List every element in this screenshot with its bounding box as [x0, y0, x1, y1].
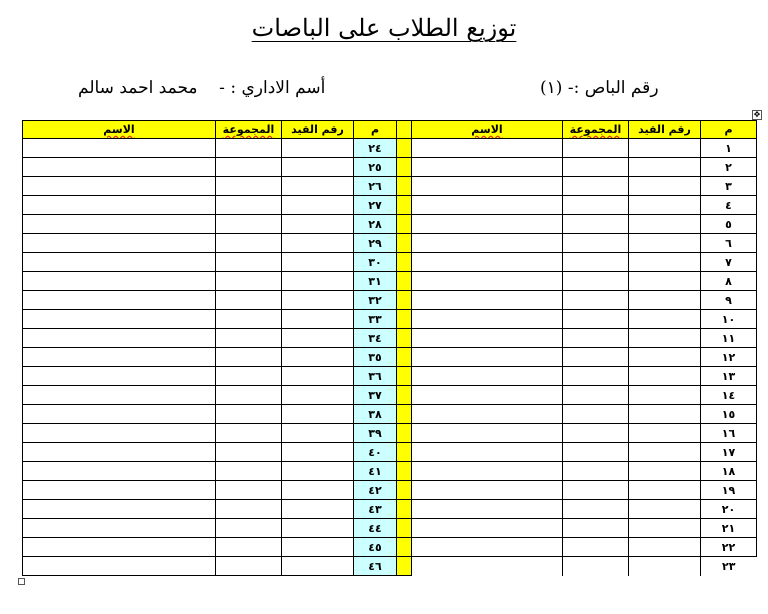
id-cell-left[interactable]: [282, 177, 354, 196]
separator-cell: [397, 215, 412, 234]
group-cell-left[interactable]: [216, 310, 282, 329]
row-number-left: ٣٤: [354, 329, 397, 348]
group-cell-left[interactable]: [216, 367, 282, 386]
row-number-right: ٢٠: [701, 500, 757, 519]
table-row: [23, 291, 757, 310]
bus-line: [540, 78, 659, 98]
id-cell-left[interactable]: [282, 500, 354, 519]
row-number-right: ٢٢: [701, 538, 757, 557]
id-cell-left[interactable]: [282, 158, 354, 177]
header-id-right: رقم القيد: [629, 121, 701, 139]
group-cell-left[interactable]: [216, 329, 282, 348]
group-cell-right[interactable]: [563, 519, 629, 538]
id-cell-right[interactable]: [629, 538, 701, 557]
row-number-left: ٤٠: [354, 443, 397, 462]
group-cell-right[interactable]: [563, 386, 629, 405]
name-cell-left[interactable]: [23, 139, 216, 158]
row-number-right: ١٣: [701, 367, 757, 386]
header-no-left: م: [354, 121, 397, 139]
name-cell-right[interactable]: [412, 272, 563, 291]
name-cell-left[interactable]: [23, 196, 216, 215]
name-cell-right[interactable]: [412, 538, 563, 557]
header-id-left: رقم القيد: [282, 121, 354, 139]
table-row: [23, 329, 757, 348]
name-cell-right[interactable]: [412, 462, 563, 481]
name-cell-left[interactable]: [23, 215, 216, 234]
table-row: [23, 462, 757, 481]
table-row: [23, 367, 757, 386]
id-cell-left[interactable]: [282, 519, 354, 538]
separator-cell: [397, 253, 412, 272]
id-cell-right[interactable]: [629, 215, 701, 234]
name-cell-left[interactable]: [23, 443, 216, 462]
table-resize-handle-icon[interactable]: [18, 578, 25, 585]
id-cell-right[interactable]: [629, 519, 701, 538]
name-cell-left[interactable]: [23, 177, 216, 196]
name-cell-right[interactable]: [412, 177, 563, 196]
table-row: [23, 443, 757, 462]
group-cell-right[interactable]: [563, 329, 629, 348]
name-cell-right[interactable]: [412, 291, 563, 310]
table-row: [23, 424, 757, 443]
bus-number: (١): [540, 78, 563, 98]
name-cell-left[interactable]: [23, 538, 216, 557]
row-number-left: ٢٩: [354, 234, 397, 253]
group-cell-right[interactable]: [563, 462, 629, 481]
group-cell-right[interactable]: [563, 500, 629, 519]
id-cell-right[interactable]: [629, 462, 701, 481]
group-cell-left[interactable]: [216, 519, 282, 538]
name-cell-left[interactable]: [23, 481, 216, 500]
id-cell-left[interactable]: [282, 291, 354, 310]
name-cell-right[interactable]: [412, 424, 563, 443]
name-cell-left[interactable]: [23, 557, 216, 576]
id-cell-right[interactable]: [629, 310, 701, 329]
name-cell-right[interactable]: [412, 519, 563, 538]
name-cell-right[interactable]: [412, 500, 563, 519]
row-number-right: ١٦: [701, 424, 757, 443]
row-number-right: ٧: [701, 253, 757, 272]
row-number-right: ٨: [701, 272, 757, 291]
group-cell-right[interactable]: [563, 538, 629, 557]
id-cell-right[interactable]: [629, 481, 701, 500]
row-number-left: ٤٣: [354, 500, 397, 519]
id-cell-left[interactable]: [282, 405, 354, 424]
row-number-left: ٣٧: [354, 386, 397, 405]
row-number-right: ١٠: [701, 310, 757, 329]
row-number-right: ١١: [701, 329, 757, 348]
separator-cell: [397, 196, 412, 215]
group-cell-left[interactable]: [216, 481, 282, 500]
separator-cell: [397, 386, 412, 405]
group-cell-right[interactable]: [563, 139, 629, 158]
separator-cell: [397, 177, 412, 196]
group-cell-right[interactable]: [563, 253, 629, 272]
name-cell-left[interactable]: [23, 405, 216, 424]
distribution-table: [22, 120, 757, 576]
row-number-left: ٤٤: [354, 519, 397, 538]
id-cell-right[interactable]: [629, 386, 701, 405]
name-cell-left[interactable]: [23, 424, 216, 443]
id-cell-left[interactable]: [282, 215, 354, 234]
name-cell-left[interactable]: [23, 348, 216, 367]
row-number-right: ٩: [701, 291, 757, 310]
row-number-right: ٥: [701, 215, 757, 234]
id-cell-right[interactable]: [629, 329, 701, 348]
row-number-left: ٤٥: [354, 538, 397, 557]
separator-column: [397, 121, 412, 139]
separator-cell: [397, 424, 412, 443]
id-cell-right[interactable]: [629, 253, 701, 272]
group-cell-left[interactable]: [216, 500, 282, 519]
group-cell-left[interactable]: [216, 234, 282, 253]
name-cell-right[interactable]: [412, 405, 563, 424]
group-cell-left[interactable]: [216, 196, 282, 215]
table-move-handle-icon[interactable]: ✥: [753, 110, 761, 119]
group-cell-left[interactable]: [216, 291, 282, 310]
id-cell-left[interactable]: [282, 253, 354, 272]
name-cell-right[interactable]: [412, 348, 563, 367]
group-cell-left[interactable]: [216, 386, 282, 405]
separator-cell: [397, 139, 412, 158]
table-row: [23, 386, 757, 405]
row-number-left: ٣٣: [354, 310, 397, 329]
id-cell-right[interactable]: [629, 500, 701, 519]
name-cell-right[interactable]: [412, 139, 563, 158]
table-row: [23, 253, 757, 272]
id-cell-left[interactable]: [282, 272, 354, 291]
row-number-left: ٤١: [354, 462, 397, 481]
row-number-left: ٣١: [354, 272, 397, 291]
header-row: [23, 121, 757, 139]
id-cell-left[interactable]: [282, 424, 354, 443]
separator-cell: [397, 557, 412, 576]
group-cell-left[interactable]: [216, 177, 282, 196]
row-number-right: ٢: [701, 158, 757, 177]
page-title-text: توزيع الطلاب على الباصات: [251, 14, 517, 42]
row-number-left: ٣٦: [354, 367, 397, 386]
id-cell-right[interactable]: [629, 196, 701, 215]
separator-cell: [397, 234, 412, 253]
group-cell-right[interactable]: [563, 196, 629, 215]
row-number-right: ١٢: [701, 348, 757, 367]
group-cell-left[interactable]: [216, 139, 282, 158]
group-cell-right[interactable]: [563, 177, 629, 196]
separator-cell: [397, 272, 412, 291]
id-cell-left[interactable]: [282, 367, 354, 386]
header-name-right: الاسم: [412, 121, 563, 139]
row-number-right: ١٩: [701, 481, 757, 500]
id-cell-left[interactable]: [282, 310, 354, 329]
id-cell-left[interactable]: [282, 234, 354, 253]
id-cell-left[interactable]: [282, 196, 354, 215]
name-cell-left[interactable]: [23, 367, 216, 386]
name-cell-left[interactable]: [23, 519, 216, 538]
row-number-left: ٣٥: [354, 348, 397, 367]
id-cell-left[interactable]: [282, 329, 354, 348]
name-cell-left[interactable]: [23, 291, 216, 310]
id-cell-left[interactable]: [282, 443, 354, 462]
name-cell-right[interactable]: [412, 386, 563, 405]
row-number-right: ١٧: [701, 443, 757, 462]
group-cell-right[interactable]: [563, 215, 629, 234]
name-cell-right[interactable]: [412, 557, 563, 576]
group-cell-right[interactable]: [563, 158, 629, 177]
name-cell-left[interactable]: [23, 272, 216, 291]
id-cell-right[interactable]: [629, 424, 701, 443]
group-cell-right[interactable]: [563, 234, 629, 253]
id-cell-right[interactable]: [629, 234, 701, 253]
table-row: [23, 500, 757, 519]
name-cell-left[interactable]: [23, 386, 216, 405]
separator-cell: [397, 500, 412, 519]
page-title: [0, 12, 768, 44]
header-group-right: المجموعة: [563, 121, 629, 139]
separator-cell: [397, 329, 412, 348]
row-number-right: ١: [701, 139, 757, 158]
group-cell-left[interactable]: [216, 443, 282, 462]
table-row: [23, 557, 757, 576]
name-cell-left[interactable]: [23, 253, 216, 272]
separator-cell: [397, 310, 412, 329]
header-name-left: الاسم: [23, 121, 216, 139]
separator-cell: [397, 405, 412, 424]
id-cell-right[interactable]: [629, 158, 701, 177]
table-row: [23, 348, 757, 367]
group-cell-right[interactable]: [563, 367, 629, 386]
separator-cell: [397, 481, 412, 500]
table-row: [23, 481, 757, 500]
id-cell-left[interactable]: [282, 481, 354, 500]
row-number-right: ١٨: [701, 462, 757, 481]
id-cell-left[interactable]: [282, 139, 354, 158]
name-cell-left[interactable]: [23, 500, 216, 519]
group-cell-right[interactable]: [563, 424, 629, 443]
row-number-right: ٢٣: [701, 557, 757, 576]
group-cell-right[interactable]: [563, 443, 629, 462]
row-number-right: ١٤: [701, 386, 757, 405]
row-number-left: ٣٢: [354, 291, 397, 310]
separator-cell: [397, 158, 412, 177]
table-row: [23, 215, 757, 234]
row-number-right: ٤: [701, 196, 757, 215]
id-cell-right[interactable]: [629, 177, 701, 196]
table-row: [23, 158, 757, 177]
separator-cell: [397, 367, 412, 386]
row-number-left: ٢٦: [354, 177, 397, 196]
group-cell-left[interactable]: [216, 424, 282, 443]
name-cell-left[interactable]: [23, 158, 216, 177]
name-cell-right[interactable]: [412, 158, 563, 177]
bus-label: رقم الباص :-: [567, 78, 659, 98]
id-cell-right[interactable]: [629, 272, 701, 291]
id-cell-right[interactable]: [629, 443, 701, 462]
name-cell-left[interactable]: [23, 234, 216, 253]
name-cell-right[interactable]: [412, 196, 563, 215]
group-cell-left[interactable]: [216, 405, 282, 424]
id-cell-right[interactable]: [629, 557, 701, 576]
table-row: [23, 177, 757, 196]
row-number-left: ٤٢: [354, 481, 397, 500]
group-cell-left[interactable]: [216, 253, 282, 272]
name-cell-right[interactable]: [412, 234, 563, 253]
table-row: [23, 139, 757, 158]
group-cell-right[interactable]: [563, 405, 629, 424]
id-cell-right[interactable]: [629, 367, 701, 386]
separator-cell: [397, 443, 412, 462]
table-row: [23, 519, 757, 538]
group-cell-left[interactable]: [216, 348, 282, 367]
table-row: [23, 234, 757, 253]
group-cell-right[interactable]: [563, 310, 629, 329]
header-no-right: م: [701, 121, 757, 139]
name-cell-right[interactable]: [412, 215, 563, 234]
row-number-right: ١٥: [701, 405, 757, 424]
name-cell-right[interactable]: [412, 367, 563, 386]
separator-cell: [397, 462, 412, 481]
name-cell-left[interactable]: [23, 462, 216, 481]
group-cell-right[interactable]: [563, 291, 629, 310]
id-cell-right[interactable]: [629, 139, 701, 158]
id-cell-right[interactable]: [629, 405, 701, 424]
row-number-left: ٤٦: [354, 557, 397, 576]
group-cell-right[interactable]: [563, 557, 629, 576]
group-cell-left[interactable]: [216, 538, 282, 557]
row-number-right: ٣: [701, 177, 757, 196]
group-cell-right[interactable]: [563, 348, 629, 367]
table-row: [23, 405, 757, 424]
row-number-left: ٢٥: [354, 158, 397, 177]
row-number-left: ٣٠: [354, 253, 397, 272]
group-cell-left[interactable]: [216, 215, 282, 234]
table-row: [23, 310, 757, 329]
group-cell-left[interactable]: [216, 272, 282, 291]
separator-cell: [397, 519, 412, 538]
id-cell-left[interactable]: [282, 462, 354, 481]
group-cell-left[interactable]: [216, 158, 282, 177]
id-cell-right[interactable]: [629, 348, 701, 367]
row-number-right: ٢١: [701, 519, 757, 538]
row-number-right: ٦: [701, 234, 757, 253]
id-cell-left[interactable]: [282, 557, 354, 576]
group-cell-left[interactable]: [216, 462, 282, 481]
row-number-left: ٣٨: [354, 405, 397, 424]
row-number-left: ٢٧: [354, 196, 397, 215]
name-cell-right[interactable]: [412, 329, 563, 348]
name-cell-right[interactable]: [412, 253, 563, 272]
id-cell-left[interactable]: [282, 348, 354, 367]
group-cell-right[interactable]: [563, 481, 629, 500]
admin-name: محمد احمد سالم: [78, 78, 198, 98]
name-cell-left[interactable]: [23, 310, 216, 329]
separator-cell: [397, 291, 412, 310]
name-cell-left[interactable]: [23, 329, 216, 348]
table-row: [23, 538, 757, 557]
row-number-left: ٣٩: [354, 424, 397, 443]
group-cell-right[interactable]: [563, 272, 629, 291]
name-cell-right[interactable]: [412, 481, 563, 500]
separator-cell: [397, 348, 412, 367]
row-number-left: ٢٨: [354, 215, 397, 234]
id-cell-left[interactable]: [282, 386, 354, 405]
group-cell-left[interactable]: [216, 557, 282, 576]
name-cell-right[interactable]: [412, 443, 563, 462]
admin-line: [78, 78, 325, 98]
id-cell-right[interactable]: [629, 291, 701, 310]
id-cell-left[interactable]: [282, 538, 354, 557]
table-row: [23, 272, 757, 291]
header-group-left: المجموعة: [216, 121, 282, 139]
name-cell-right[interactable]: [412, 310, 563, 329]
row-number-left: ٢٤: [354, 139, 397, 158]
separator-cell: [397, 538, 412, 557]
table-row: [23, 196, 757, 215]
admin-label: أسم الاداري : -: [219, 78, 326, 98]
